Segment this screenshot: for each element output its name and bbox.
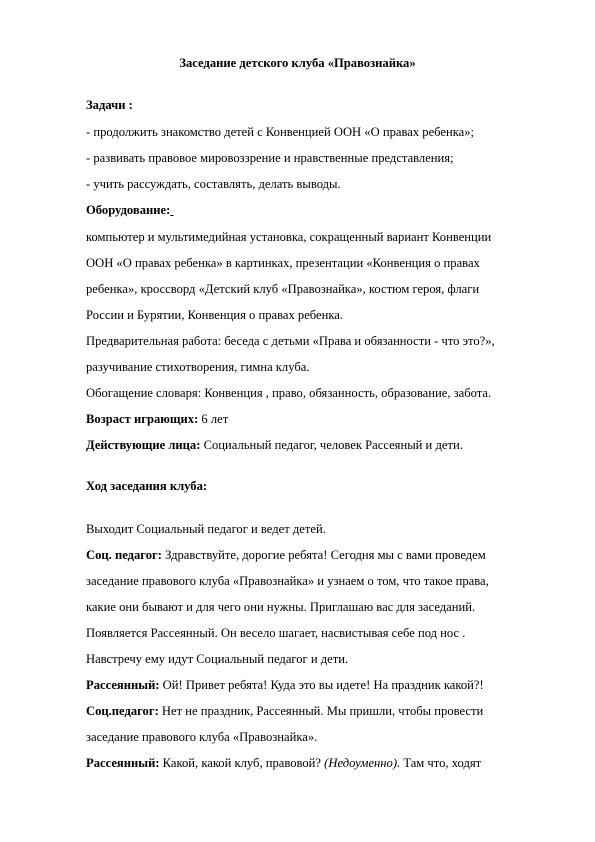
prep-line: разучивание стихотворения, гимна клуба. xyxy=(86,360,310,374)
script-line xyxy=(86,547,566,563)
speaker-text: Здравствуйте, дорогие ребята! Сегодня мы с вами проведем xyxy=(161,548,486,562)
equipment-heading xyxy=(86,202,566,218)
prep-line: Предварительная работа: беседа с детьми «Права и обязанности - что это?», xyxy=(86,334,495,348)
age-line xyxy=(86,411,566,427)
equipment-line: России и Бурятии, Конвенция о правах ребенка. xyxy=(86,308,344,322)
stage-direction: (Недоуменно). xyxy=(324,756,401,770)
equipment-line: ребенка», кроссворд «Детский клуб «Правознайка», костюм героя, флаги xyxy=(86,282,480,296)
tasks-heading: Задачи : xyxy=(86,98,133,112)
age-label: Возраст играющих: xyxy=(86,412,199,426)
cast-value: Социальный педагог, человек Рассеяный и дети. xyxy=(200,438,463,452)
document-title: Заседание детского клуба «Правознайка» xyxy=(179,56,416,70)
script-line: Навстречу ему идут Социальный педагог и дети. xyxy=(86,652,349,666)
speaker-text-rest: Там что, ходят xyxy=(400,756,482,770)
speaker-label: Соц. педагог: xyxy=(86,548,162,562)
cast-line xyxy=(86,437,566,453)
vocab-line: Обогащение словаря: Конвенция , право, обязанность, образование, забота. xyxy=(86,386,492,400)
equipment-heading-text: Оборудование: xyxy=(86,203,171,217)
speaker-label: Рассеянный: xyxy=(86,678,160,692)
script-line: Появляется Рассеянный. Он весело шагает, насвистывая себе под нос . xyxy=(86,626,466,640)
task-item: - продолжить знакомство детей с Конвенцией ООН «О правах ребенка»; xyxy=(86,125,475,139)
script-line: Выходит Социальный педагог и ведет детей. xyxy=(86,522,326,536)
script-line xyxy=(86,703,566,719)
equipment-line: ООН «О правах ребенка» в картинках, презентации «Конвенция о правах xyxy=(86,256,480,270)
speaker-text: Какой, какой клуб, правовой? xyxy=(159,756,325,770)
task-item: - развивать правовое мировоззрение и нравственные представления; xyxy=(86,151,454,165)
script-line: заседание правового клуба «Правознайка» и узнаем о том, что такое права, xyxy=(86,574,489,588)
speaker-label: Рассеянный: xyxy=(86,756,160,770)
script-line xyxy=(86,755,566,771)
speaker-text: Ой! Привет ребята! Куда это вы идете! На праздник какой?! xyxy=(159,678,484,692)
script-line: заседание правового клуба «Правознайка». xyxy=(86,730,318,744)
cast-label: Действующие лица: xyxy=(86,438,201,452)
speaker-label: Соц.педагог: xyxy=(86,704,159,718)
equipment-line: компьютер и мультимедийная установка, сокращенный вариант Конвенции xyxy=(86,230,492,244)
speaker-text: Нет не праздник, Рассеянный. Мы пришли, чтобы провести xyxy=(158,704,484,718)
task-item: - учить рассуждать, составлять, делать выводы. xyxy=(86,177,341,191)
progress-heading: Ход заседания клуба: xyxy=(86,479,208,493)
age-value: 6 лет xyxy=(198,412,229,426)
script-line xyxy=(86,677,566,693)
script-line: какие они бывают и для чего они нужны. Приглашаю вас для заседаний. xyxy=(86,600,476,614)
heading-underline-space xyxy=(170,203,173,217)
